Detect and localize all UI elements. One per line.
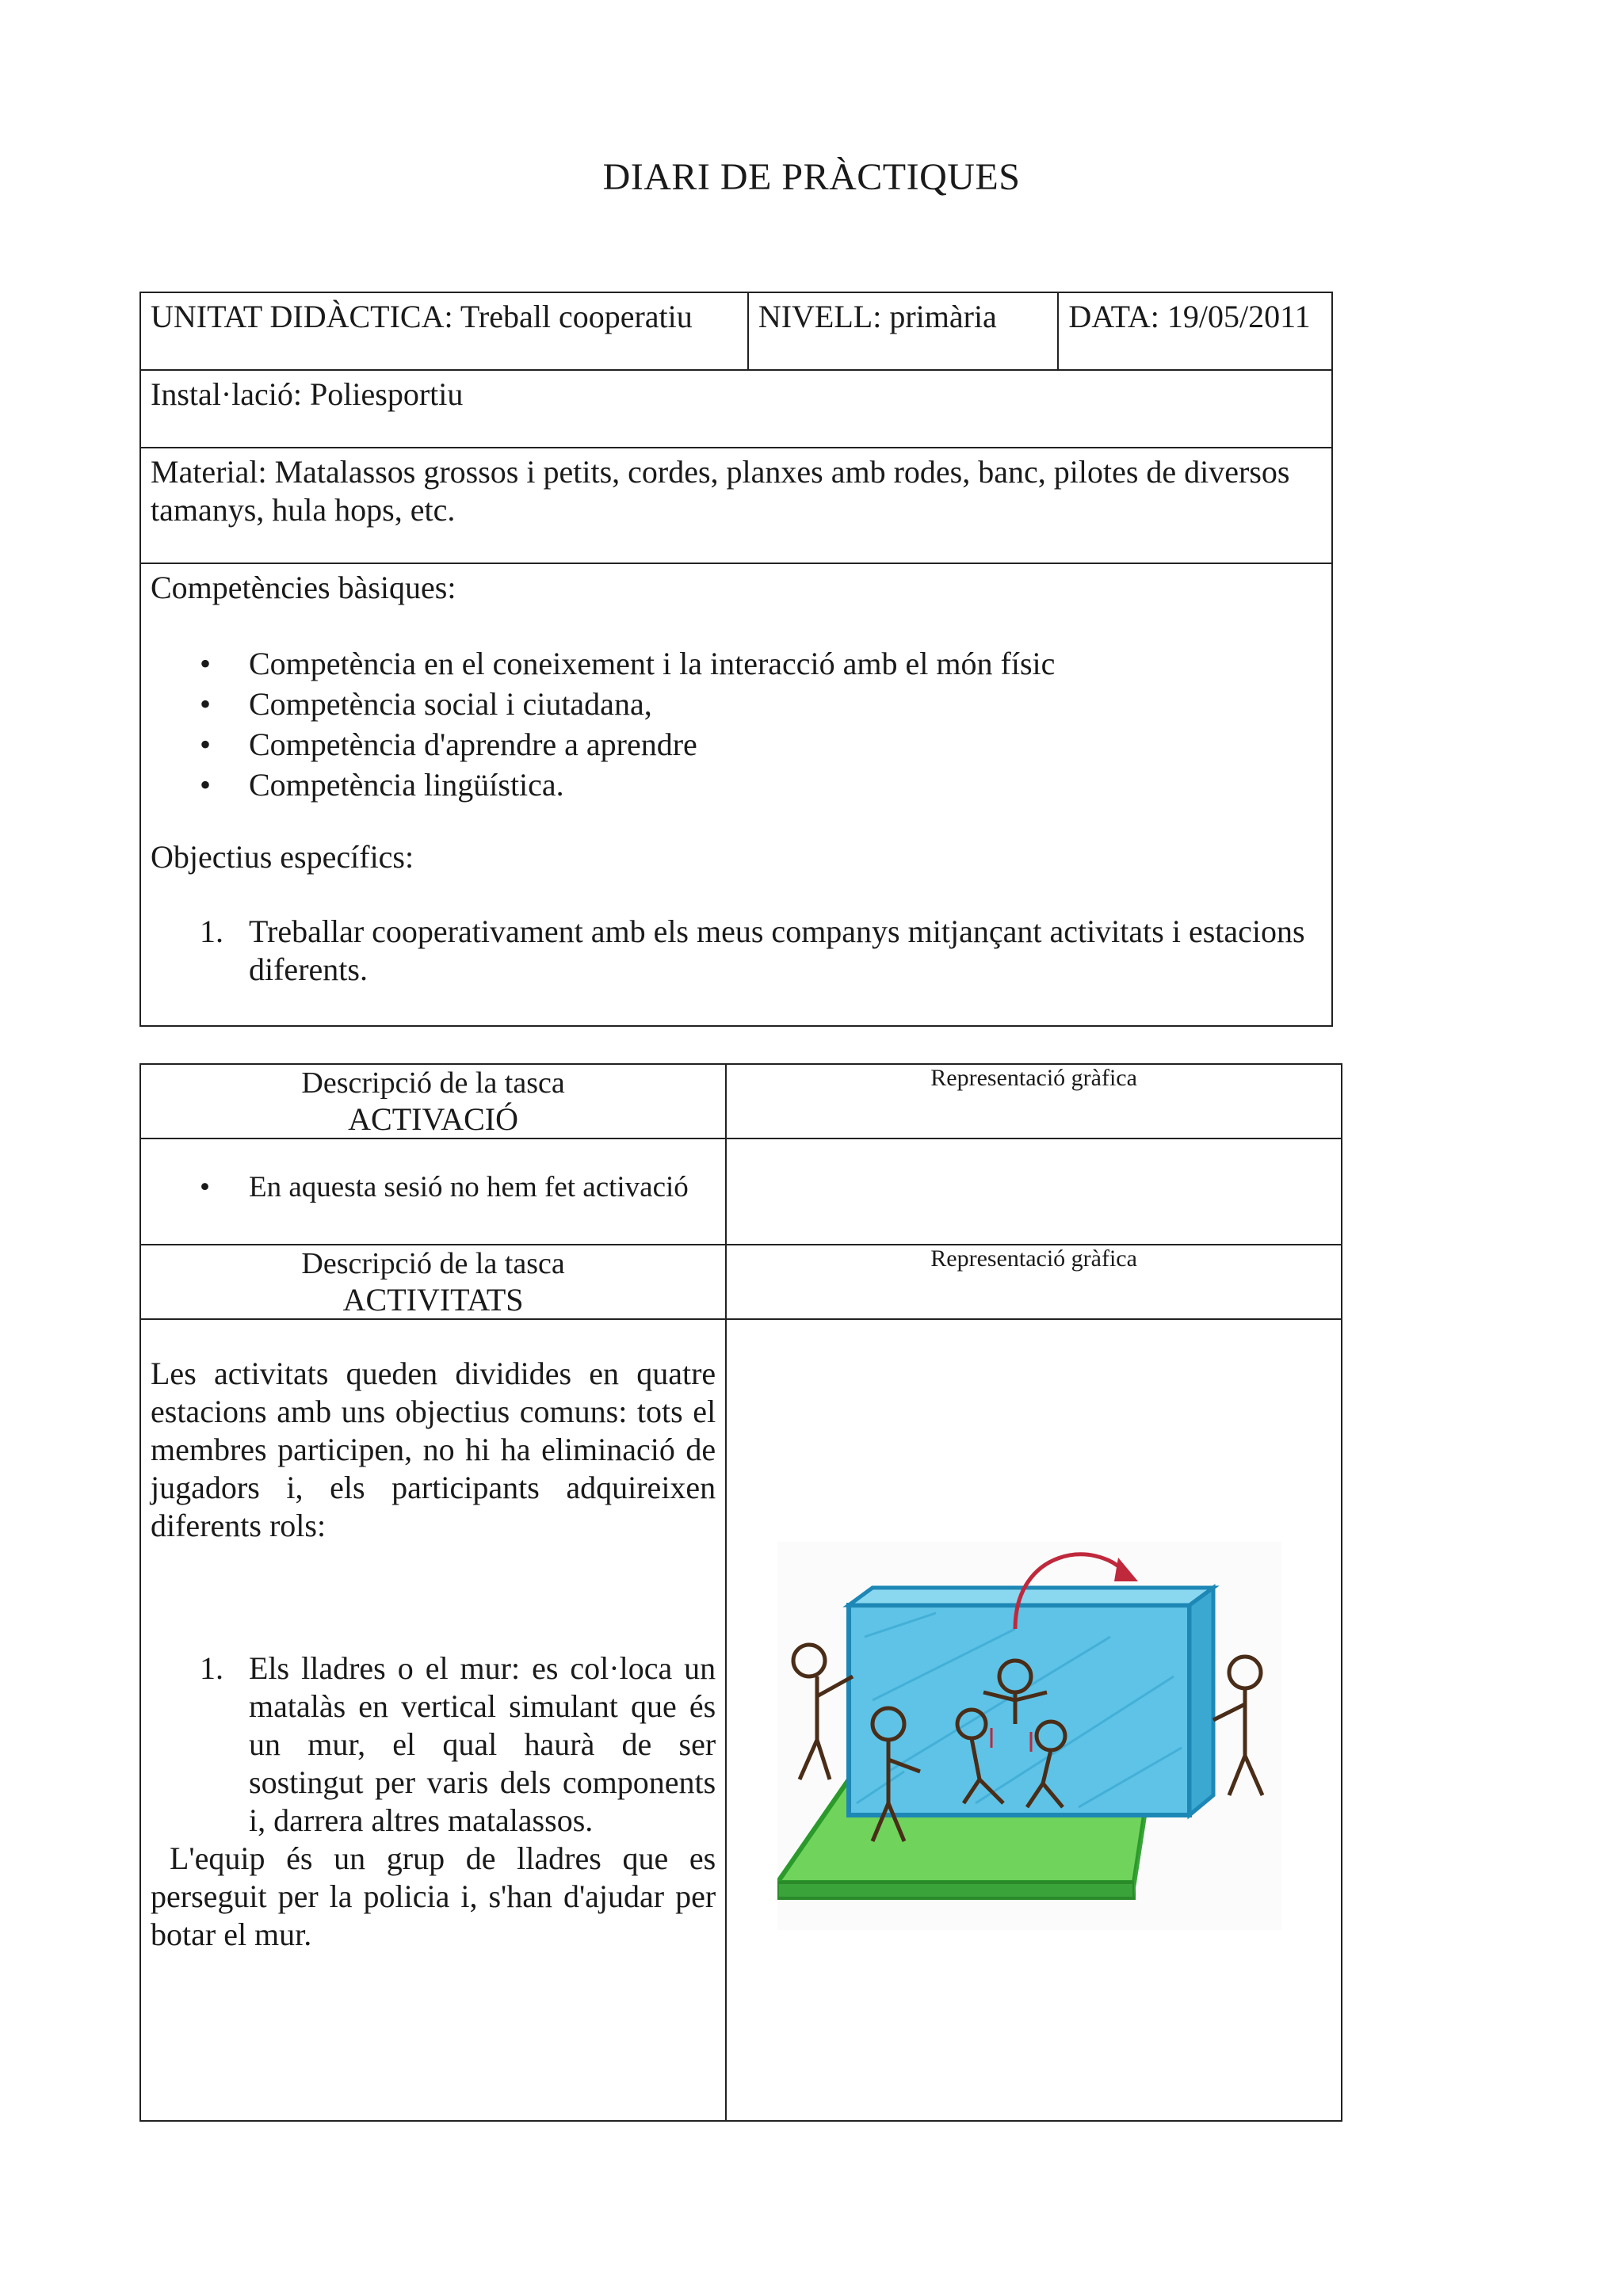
activitats-title: ACTIVITATS [342, 1282, 524, 1318]
objectius-label: Objectius específics: [151, 839, 414, 875]
activitats-header [140, 1245, 726, 1319]
list-number: 1. [200, 1650, 223, 1686]
desc-label: Descripció de la tasca [301, 1247, 565, 1280]
nivell-text: NIVELL: primària [758, 299, 997, 334]
activacio-title: ACTIVACIÓ [348, 1101, 518, 1137]
page-title: DIARI DE PRÀCTIQUES [602, 156, 1021, 198]
activacio-drawing-cell [726, 1138, 1342, 1245]
activitats-drawing-cell [726, 1319, 1342, 2121]
tasks-table [139, 1063, 1342, 2122]
material-text: Material: Matalassos grossos i petits, cordes, planxes amb rodes, banc, pilotes de diversos tamanys, hula hops, etc. [151, 454, 1290, 528]
nivell-cell [748, 292, 1059, 370]
activacio-header [140, 1064, 726, 1138]
activitats-intro: Les activitats queden dividides en quatre estacions amb uns objectius comuns: tots el membres participen, no hi ha eliminació de jugadors i, els participants adquireixen diferents rols: [151, 1356, 716, 1543]
unitat-text: UNITAT DIDÀCTICA: Treball cooperatiu [151, 299, 693, 334]
data-cell [1058, 292, 1332, 370]
activitats-content [140, 1319, 726, 2121]
data-text: DATA: 19/05/2011 [1068, 299, 1311, 334]
activacio-content [140, 1138, 726, 1245]
list-item: • En aquesta sesió no hem fet activació [151, 1169, 716, 1206]
list-item: • Competència en el coneixement i la interacció amb el món físic [151, 643, 1322, 684]
list-item: • Competència lingüística. [151, 765, 1322, 805]
activitats-list [151, 1650, 716, 1840]
list-item [151, 913, 1322, 989]
unitat-cell [140, 292, 748, 370]
list-item: • Competència social i ciutadana, [151, 684, 1322, 724]
list-item [151, 1650, 716, 1840]
list-number: 1. [200, 913, 223, 949]
rep-header [726, 1245, 1342, 1319]
desc-label: Descripció de la tasca [301, 1066, 565, 1100]
objectiu-text: Treballar cooperativament amb els meus companys mitjançant activitats i estacions diferents. [249, 913, 1305, 987]
activacio-list [151, 1169, 716, 1206]
activitat-text: Els lladres o el mur: es col·loca un matalàs en vertical simulant que és un mur, el qual haurà de ser sostingut per varis dels components i, darrera altres matalassos. [249, 1650, 716, 1838]
objectius-list [151, 913, 1322, 989]
list-item: • Competència d'aprendre a aprendre [151, 724, 1322, 765]
installacio-cell [140, 370, 1332, 448]
activitat-extra: L'equip és un grup de lladres que es perseguit per la policia i, s'han d'ajudar per botar el mur. [151, 1840, 716, 1952]
wall-climbing-drawing-icon [777, 1542, 1281, 1930]
rep-label: Representació gràfica [930, 1245, 1137, 1272]
material-cell [140, 448, 1332, 563]
installacio-text: Instal·lació: Poliesportiu [151, 376, 464, 412]
competencies-label: Competències bàsiques: [151, 570, 456, 605]
rep-label: Representació gràfica [930, 1065, 1137, 1091]
competencies-list [151, 643, 1322, 805]
competencies-cell [140, 563, 1332, 1026]
header-table [139, 292, 1333, 1027]
rep-header [726, 1064, 1342, 1138]
